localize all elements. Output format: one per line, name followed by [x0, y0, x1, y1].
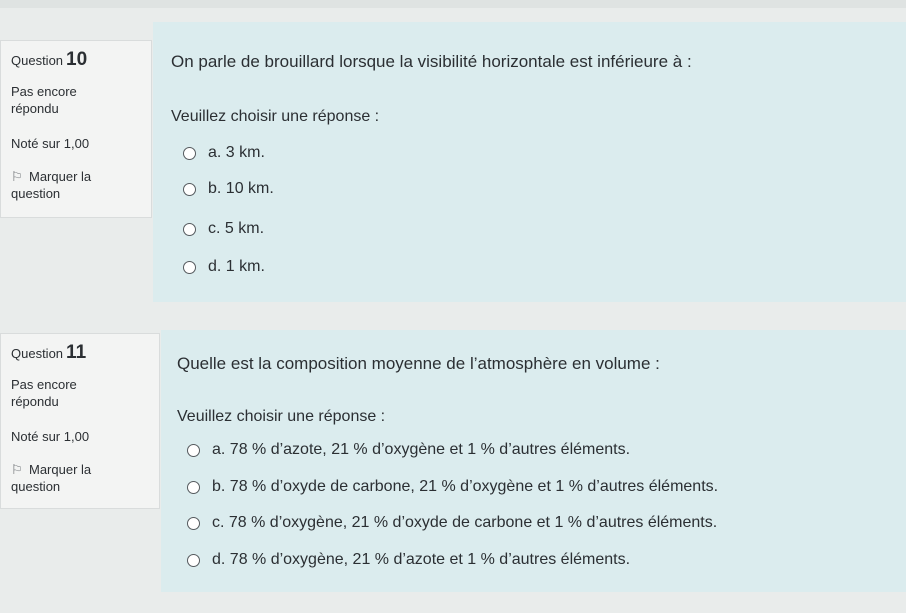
question-content-panel [161, 330, 906, 592]
radio-button[interactable] [187, 554, 200, 567]
answer-option-d[interactable]: d. 1 km. [183, 258, 265, 276]
answer-option-d[interactable]: d. 78 % d’oxygène, 21 % d’azote et 1 % d’autres éléments. [187, 551, 630, 569]
answer-option-b[interactable]: b. 10 km. [183, 180, 274, 198]
question-number: Question 11 [11, 342, 87, 363]
radio-button[interactable] [187, 444, 200, 457]
question-status: Pas encore répondu [11, 84, 77, 116]
answer-option-b[interactable]: b. 78 % d’oxyde de carbone, 21 % d’oxygène et 1 % d’autres éléments. [187, 478, 718, 496]
flag-question-link[interactable]: ⚐ Marquer la question [11, 169, 92, 201]
question-text: Quelle est la composition moyenne de l’atmosphère en volume : [177, 354, 660, 373]
question-grade: Noté sur 1,00 [11, 429, 90, 444]
question-status: Pas encore répondu [11, 377, 77, 409]
radio-button[interactable] [187, 517, 200, 530]
answer-option-a[interactable]: a. 78 % d’azote, 21 % d’oxygène et 1 % d’autres éléments. [187, 441, 630, 459]
question-text: On parle de brouillard lorsque la visibilité horizontale est inférieure à : [171, 52, 692, 71]
radio-button[interactable] [183, 223, 196, 236]
flag-question-link[interactable]: ⚐ Marquer la question [11, 462, 92, 494]
question-info-panel [0, 333, 160, 509]
radio-button[interactable] [183, 261, 196, 274]
top-strip [0, 0, 906, 8]
answer-option-c[interactable]: c. 78 % d’oxygène, 21 % d’oxyde de carbone et 1 % d’autres éléments. [187, 514, 717, 532]
flag-icon: ⚐ [11, 462, 23, 477]
answer-prompt: Veuillez choisir une réponse : [177, 408, 386, 425]
radio-button[interactable] [187, 481, 200, 494]
question-number: Question 10 [11, 49, 88, 70]
answer-option-c[interactable]: c. 5 km. [183, 220, 264, 238]
radio-button[interactable] [183, 147, 196, 160]
radio-button[interactable] [183, 183, 196, 196]
flag-icon: ⚐ [11, 169, 23, 184]
answer-option-a[interactable]: a. 3 km. [183, 144, 265, 162]
answer-prompt: Veuillez choisir une réponse : [171, 108, 380, 125]
question-content-panel [153, 22, 906, 302]
question-info-panel [0, 40, 152, 218]
question-grade: Noté sur 1,00 [11, 136, 90, 151]
